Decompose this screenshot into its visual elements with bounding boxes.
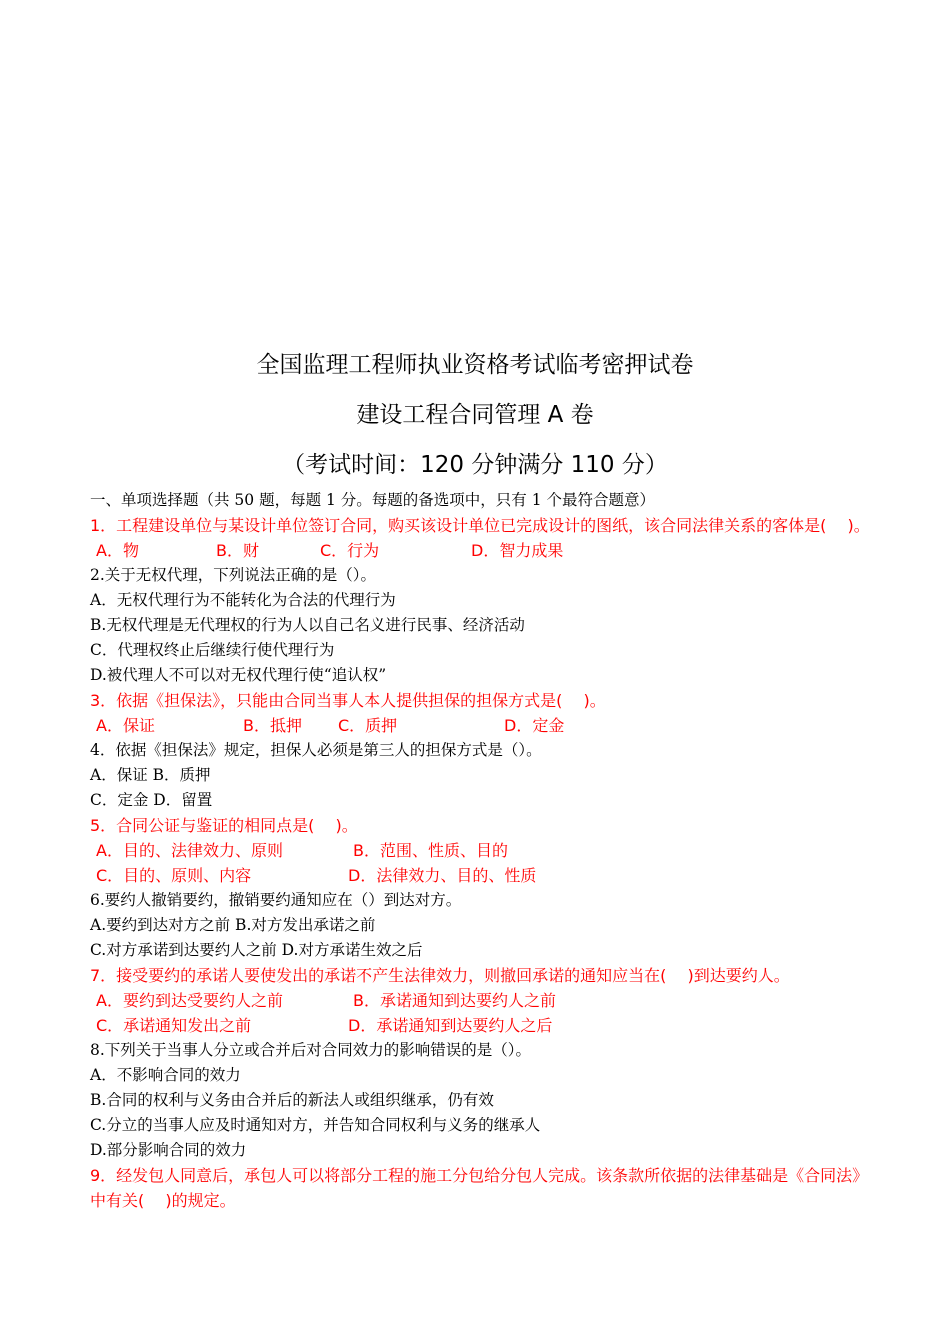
question-7-option-b: B．承诺通知到达要约人之前 [353, 991, 556, 1010]
question-2-option-c: C．代理权终止后继续行使代理行为 [90, 641, 335, 659]
question-3-stem: 3．依据《担保法》，只能由合同当事人本人提供担保的担保方式是( )。 [90, 691, 606, 710]
question-5-options-row-2 [90, 863, 870, 888]
question-6-options-row-1: A.要约到达对方之前 B.对方发出承诺之前 [90, 916, 376, 934]
question-3-option-b: B．抵押 [243, 716, 302, 735]
question-1-option-d: D．智力成果 [471, 541, 564, 560]
question-4-options-row-2: C．定金 D．留置 [90, 791, 213, 809]
question-8-option-c: C.分立的当事人应及时通知对方，并告知合同权利与义务的继承人 [90, 1116, 541, 1134]
question-9-stem: 9．经发包人同意后，承包人可以将部分工程的施工分包给分包人完成。该条款所依据的法律基础是《合同法》中有关( )的规定。 [90, 1166, 869, 1210]
question-7-option-c: C．承诺通知发出之前 [96, 1016, 252, 1035]
section-intro: 一、单项选择题（共 50 题，每题 1 分。每题的备选项中，只有 1 个最符合题意） [90, 491, 656, 509]
question-2-option-b: B.无权代理是无代理权的行为人以自己名义进行民事、经济活动 [90, 616, 525, 634]
question-5-options-row-1 [90, 838, 870, 863]
question-8-option-b: B.合同的权利与义务由合并后的新法人或组织继承，仍有效 [90, 1091, 494, 1109]
question-1-option-b: B．财 [216, 541, 259, 560]
question-3-option-c: C．质押 [338, 716, 398, 735]
question-3-option-d: D．定金 [504, 716, 565, 735]
document-subtitle: 建设工程合同管理 A 卷 [356, 402, 594, 428]
question-5-option-c: C．目的、原则、内容 [96, 866, 252, 885]
question-5-option-b: B．范围、性质、目的 [353, 841, 508, 860]
question-7-option-a: A．要约到达受要约人之前 [96, 991, 283, 1010]
document-title: 全国监理工程师执业资格考试临考密押试卷 [256, 352, 694, 378]
question-4-stem: 4．依据《担保法》规定，担保人必须是第三人的担保方式是（）。 [90, 741, 542, 759]
question-5-option-a: A．目的、法律效力、原则 [96, 841, 283, 860]
question-1-stem: 1．工程建设单位与某设计单位签订合同，购买该设计单位已完成设计的图纸，该合同法律关系的客体是( )。 [90, 516, 870, 535]
question-7-stem: 7．接受要约的承诺人要使发出的承诺不产生法律效力，则撤回承诺的通知应当在( )到达要约人。 [90, 966, 790, 985]
question-3-options [90, 713, 870, 738]
document-header [0, 348, 950, 486]
question-8-stem: 8.下列关于当事人分立或合并后对合同效力的影响错误的是（）。 [90, 1041, 532, 1059]
question-8-option-d: D.部分影响合同的效力 [90, 1141, 247, 1159]
question-7-options-row-1 [90, 988, 870, 1013]
question-3-option-a: A．保证 [96, 716, 155, 735]
question-7-options-row-2 [90, 1013, 870, 1038]
question-list [90, 488, 870, 1213]
question-5-stem: 5．合同公证与鉴证的相同点是( )。 [90, 816, 358, 835]
question-5-option-d: D．法律效力、目的、性质 [348, 866, 537, 885]
question-1-option-c: C．行为 [320, 541, 380, 560]
question-1-options [90, 538, 870, 563]
question-6-stem: 6.要约人撤销要约，撤销要约通知应在（）到达对方。 [90, 891, 462, 909]
exam-info: （考试时间：120 分钟满分 110 分） [282, 452, 668, 478]
question-7-option-d: D．承诺通知到达要约人之后 [348, 1016, 553, 1035]
question-4-options-row-1: A．保证 B．质押 [90, 766, 211, 784]
question-2-stem: 2.关于无权代理，下列说法正确的是（）。 [90, 566, 377, 584]
question-1-option-a: A．物 [96, 541, 139, 560]
question-2-option-d: D.被代理人不可以对无权代理行使“追认权” [90, 666, 387, 684]
question-2-option-a: A．无权代理行为不能转化为合法的代理行为 [90, 591, 396, 609]
question-6-options-row-2: C.对方承诺到达要约人之前 D.对方承诺生效之后 [90, 941, 423, 959]
question-8-option-a: A．不影响合同的效力 [90, 1066, 241, 1084]
